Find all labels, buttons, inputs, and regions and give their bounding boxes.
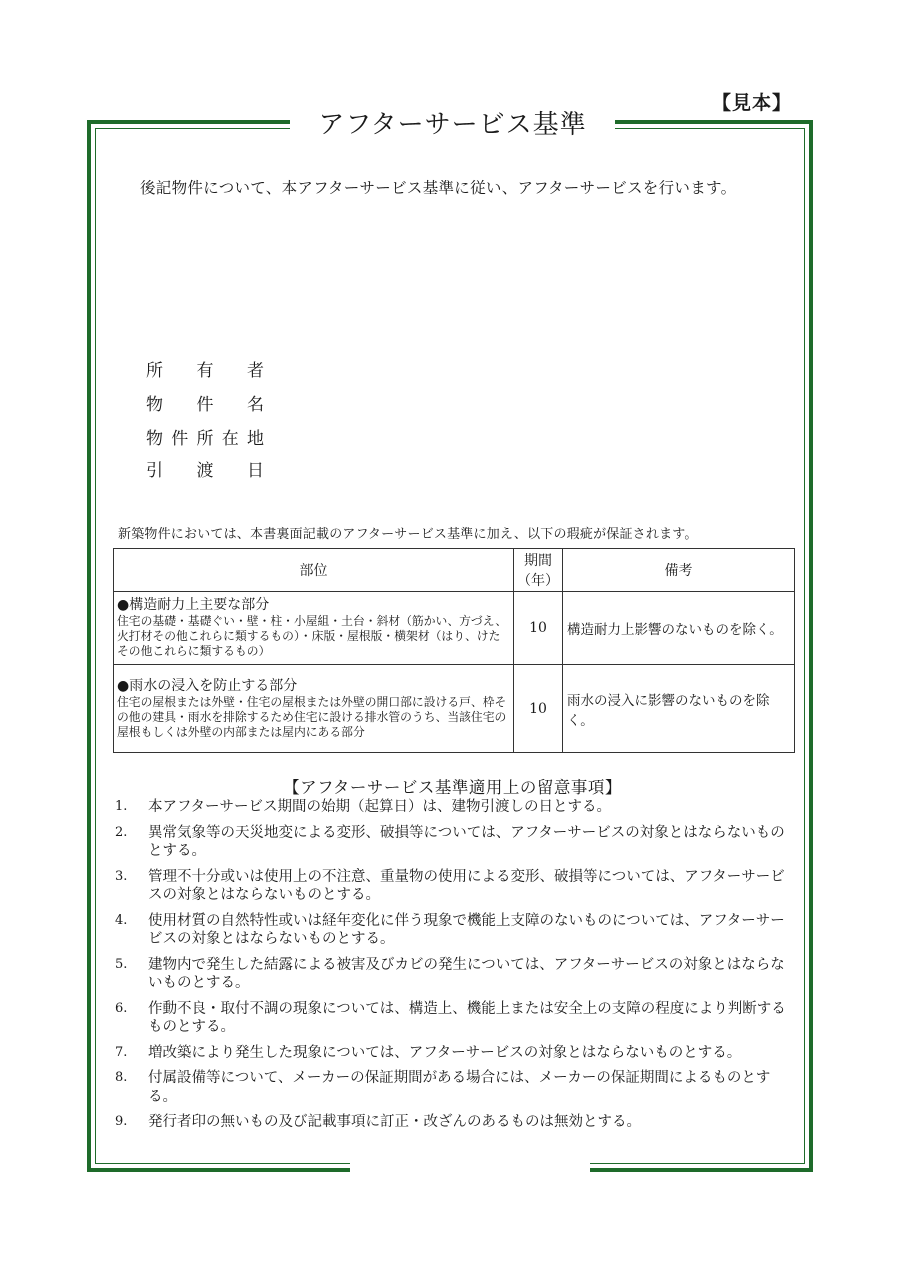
rule-text: 本アフターサービス期間の始期（起算日）は、建物引渡しの日とする。 <box>148 799 611 815</box>
rule-text: 建物内で発生した結露による被害及びカビの発生については、アフターサービスの対象とはならないものとする。 <box>148 956 785 991</box>
rule-number: 6. <box>115 1000 128 1016</box>
list-item <box>115 1069 790 1106</box>
period-years: 10 <box>514 592 563 665</box>
rule-text: 付属設備等について、メーカーの保証期間がある場合には、メーカーの保証期間によるものとする。 <box>148 1070 771 1105</box>
rule-number: 2. <box>115 824 128 840</box>
rule-number: 3. <box>115 868 128 884</box>
rule-text: 異常気象等の天災地変による変形、破損等については、アフターサービスの対象とはならないものとする。 <box>148 824 785 859</box>
list-item <box>115 1000 790 1037</box>
part-cell <box>114 665 514 753</box>
field-handover-date-label: 引渡日 <box>146 461 264 481</box>
list-item <box>115 1044 790 1063</box>
rule-text: 管理不十分或いは使用上の不注意、重量物の使用による変形、破損等については、アフターサービスの対象とはならないものとする。 <box>148 868 785 903</box>
rule-number: 1. <box>115 799 128 814</box>
list-item <box>115 912 790 949</box>
rule-text: 発行者印の無いもの及び記載事項に訂正・改ざんのあるものは無効とする。 <box>148 1114 641 1130</box>
list-item <box>115 798 790 817</box>
rule-number: 9. <box>115 1114 128 1129</box>
field-property-name-label: 物件名 <box>146 395 264 415</box>
part-cell <box>114 592 514 665</box>
field-owner-label: 所有者 <box>146 361 264 381</box>
sample-label: 【見本】 <box>712 92 793 114</box>
rule-text: 作動不良・取付不調の現象については、構造上、機能上または安全上の支障の程度により判断するものとする。 <box>148 1000 786 1035</box>
part-heading: ●構造耐力上主要な部分 <box>117 597 270 613</box>
intro-text: 後記物件について、本アフターサービス基準に従い、アフターサービスを行います。 <box>140 179 737 197</box>
field-property-address-label: 物件所在地 <box>146 429 264 449</box>
rule-number: 7. <box>115 1044 128 1060</box>
header-period: 期間（年） <box>514 549 563 592</box>
table-row <box>114 665 795 753</box>
border-bottom-gap <box>350 1158 590 1184</box>
list-item <box>115 956 790 993</box>
rules-title: 【アフターサービス基準適用上の留意事項】 <box>283 778 622 797</box>
warranty-table <box>113 548 795 753</box>
list-item <box>115 1113 790 1132</box>
rule-number: 4. <box>115 912 128 928</box>
table-row <box>114 592 795 665</box>
list-item <box>115 824 790 861</box>
rules-list <box>115 798 790 1139</box>
page-title: アフターサービス基準 <box>318 110 587 140</box>
remarks-cell: 雨水の浸入に影響のないものを除く。 <box>563 665 795 753</box>
rule-text: 増改築により発生した現象については、アフターサービスの対象とはならないものとする。 <box>148 1044 742 1061</box>
list-item <box>115 868 790 905</box>
period-years: 10 <box>514 665 563 753</box>
warranty-note: 新築物件においては、本書裏面記載のアフターサービス基準に加え、以下の瑕疵が保証されます。 <box>118 527 698 542</box>
rule-number: 5. <box>115 956 128 972</box>
rule-number: 8. <box>115 1070 128 1085</box>
part-detail: 住宅の基礎・基礎ぐい・壁・柱・小屋組・土台・斜材（筋かい、方づえ、火打材その他これらに類するもの）・床版・屋根版・横架材（はり、けたその他これらに類するもの） <box>117 614 508 658</box>
part-detail: 住宅の屋根または外壁・住宅の屋根または外壁の開口部に設ける戸、枠その他の建具・雨水を排除するため住宅に設ける排水管のうち、当該住宅の屋根もしくは外壁の内部または屋内にある部分 <box>117 694 507 739</box>
part-heading: ●雨水の浸入を防止する部分 <box>117 677 298 694</box>
remarks-cell: 構造耐力上影響のないものを除く。 <box>563 592 795 665</box>
header-remarks: 備考 <box>563 549 795 592</box>
table-header-row <box>114 549 795 592</box>
rule-text: 使用材質の自然特性或いは経年変化に伴う現象で機能上支障のないものについては、アフターサービスの対象とはならないものとする。 <box>148 912 785 947</box>
header-part: 部位 <box>114 549 514 592</box>
